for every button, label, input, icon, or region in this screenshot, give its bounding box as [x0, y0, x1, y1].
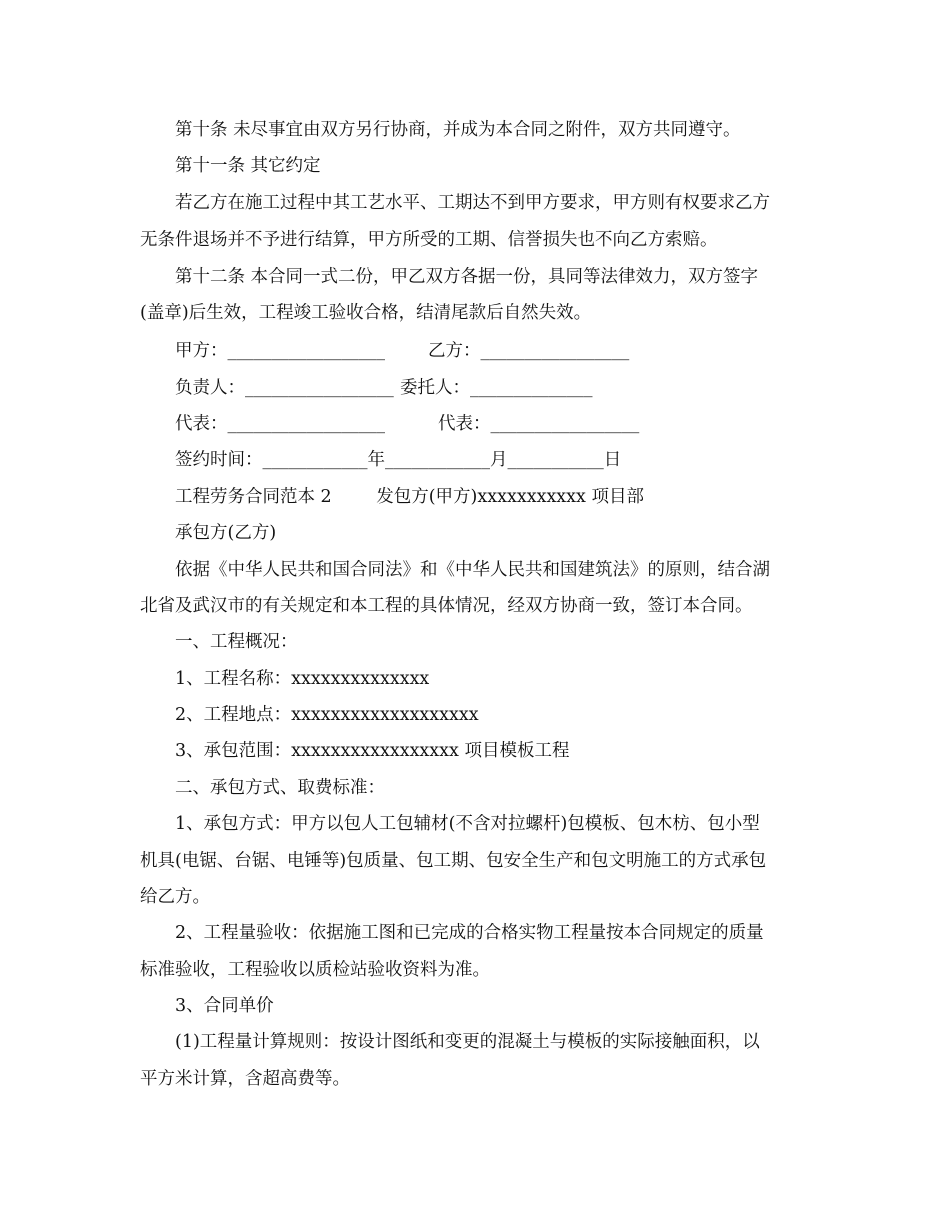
unit-price-heading: 3、合同单价 — [175, 996, 274, 1016]
article-12-line2: (盖章)后生效，工程竣工验收合格，结清尾款后自然失效。 — [140, 303, 592, 323]
party-a-signature: 甲方：__________________ — [175, 341, 385, 361]
signing-date: 签约时间：____________年____________月___________日 — [175, 450, 622, 470]
contract-mode-line1: 1、承包方式：甲方以包人工包辅材(不含对拉螺杆)包模板、包木枋、包小型 — [175, 814, 760, 834]
representative-a-signature: 代表：__________________ — [175, 414, 385, 434]
item-project-location: 2、工程地点：xxxxxxxxxxxxxxxxxxx — [175, 705, 479, 725]
acceptance-line1: 2、工程量验收：依据施工图和已完成的合格实物工程量按本合同规定的质量 — [175, 923, 764, 943]
calculation-rule-line2: 平方米计算，含超高费等。 — [140, 1069, 350, 1089]
article-12-line1: 第十二条 本合同一式二份，甲乙双方各据一份，具同等法律效力，双方签字 — [175, 267, 759, 287]
article-10: 第十条 未尽事宜由双方另行协商，并成为本合同之附件，双方共同遵守。 — [175, 120, 741, 140]
party-b-signature: 乙方：_________________ — [428, 341, 630, 361]
article-11-paragraph-line1: 若乙方在施工过程中其工艺水平、工期达不到甲方要求，甲方则有权要求乙方 — [175, 193, 770, 213]
item-contract-scope: 3、承包范围：xxxxxxxxxxxxxxxxx 项目模板工程 — [175, 741, 570, 761]
representative-b-signature: 代表：_________________ — [438, 414, 640, 434]
contractor-label: 承包方(乙方) — [175, 523, 277, 543]
section-2-heading: 二、承包方式、取费标准： — [175, 778, 385, 798]
contract-mode-line2: 机具(电锯、台锯、电锤等)包质量、包工期、包安全生产和包文明施工的方式承包 — [140, 851, 767, 871]
basis-line2: 北省及武汉市的有关规定和本工程的具体情况，经双方协商一致，签订本合同。 — [140, 596, 753, 616]
item-project-name: 1、工程名称：xxxxxxxxxxxxxx — [175, 669, 430, 689]
acceptance-line2: 标准验收，工程验收以质检站验收资料为准。 — [140, 960, 490, 980]
contract-title-2: 工程劳务合同范本 2 发包方(甲方)xxxxxxxxxxx 项目部 — [175, 487, 644, 507]
calculation-rule-line1: (1)工程量计算规则：按设计图纸和变更的混凝土与模板的实际接触面积，以 — [175, 1032, 760, 1052]
section-1-heading: 一、工程概况： — [175, 632, 298, 652]
article-11-title: 第十一条 其它约定 — [175, 156, 321, 176]
basis-line1: 依据《中华人民共和国合同法》和《中华人民共和国建筑法》的原则，结合湖 — [175, 560, 770, 580]
article-11-paragraph-line2: 无条件退场并不予进行结算，甲方所受的工期、信誉损失也不向乙方索赔。 — [140, 230, 718, 250]
responsible-person-signature: 负责人：_________________ — [175, 378, 394, 398]
agent-signature: 委托人：______________ — [400, 378, 593, 398]
contract-mode-line3: 给乙方。 — [140, 887, 210, 907]
